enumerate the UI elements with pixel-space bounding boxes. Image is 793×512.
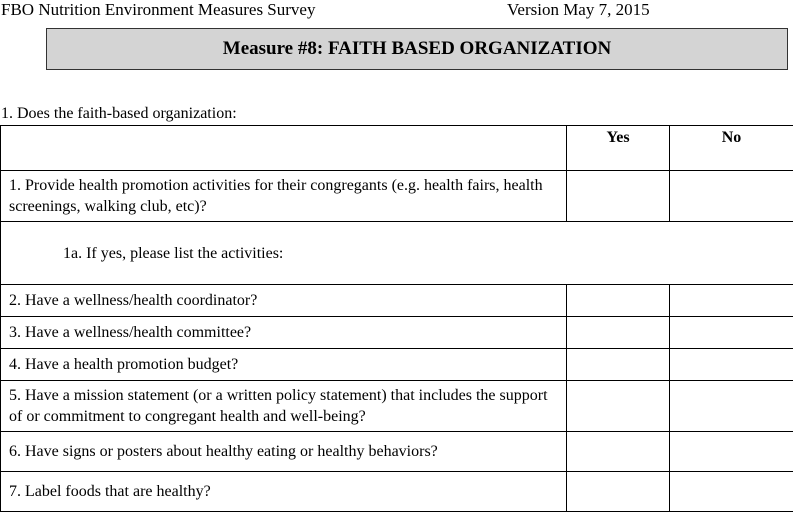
q6-no-cell[interactable] [670,432,793,472]
q5-no-cell[interactable] [670,381,793,432]
q1-yes-cell[interactable] [567,171,670,222]
table-row-q1 [1,171,793,222]
question-1a-text[interactable]: 1a. If yes, please list the activities: [1,222,793,285]
q2-no-cell[interactable] [670,285,793,317]
q6-yes-cell[interactable] [567,432,670,472]
question-1-text: 1. Provide health promotion activities for their congregants (e.g. health fairs, health screenings, walking club, etc)? [1,171,567,222]
measure-banner [46,28,788,70]
table-row-q6 [1,432,793,472]
question-2-text: 2. Have a wellness/health coordinator? [1,285,567,317]
q4-no-cell[interactable] [670,349,793,381]
table-row-q4 [1,349,793,381]
table-row-q2 [1,285,793,317]
q5-yes-cell[interactable] [567,381,670,432]
question-5-text: 5. Have a mission statement (or a written policy statement) that includes the support of or commitment to congregant health and well-being? [1,381,567,432]
survey-table [0,125,793,512]
column-header-yes: Yes [567,126,670,171]
header-blank-cell [1,126,567,171]
q3-yes-cell[interactable] [567,317,670,349]
table-row-q5 [1,381,793,432]
question-4-text: 4. Have a health promotion budget? [1,349,567,381]
q3-no-cell[interactable] [670,317,793,349]
question-6-text: 6. Have signs or posters about healthy eating or healthy behaviors? [1,432,567,472]
q1-no-cell[interactable] [670,171,793,222]
survey-title: FBO Nutrition Environment Measures Survey [1,0,315,20]
measure-title: Measure #8: FAITH BASED ORGANIZATION [223,38,611,60]
table-row-q1a [1,222,793,285]
question-intro: 1. Does the faith-based organization: [1,105,237,123]
table-row-q3 [1,317,793,349]
q4-yes-cell[interactable] [567,349,670,381]
version-label: Version May 7, 2015 [507,0,650,20]
column-header-no: No [670,126,793,171]
question-7-text: 7. Label foods that are healthy? [1,472,567,512]
table-header-row [1,126,793,171]
q2-yes-cell[interactable] [567,285,670,317]
question-3-text: 3. Have a wellness/health committee? [1,317,567,349]
